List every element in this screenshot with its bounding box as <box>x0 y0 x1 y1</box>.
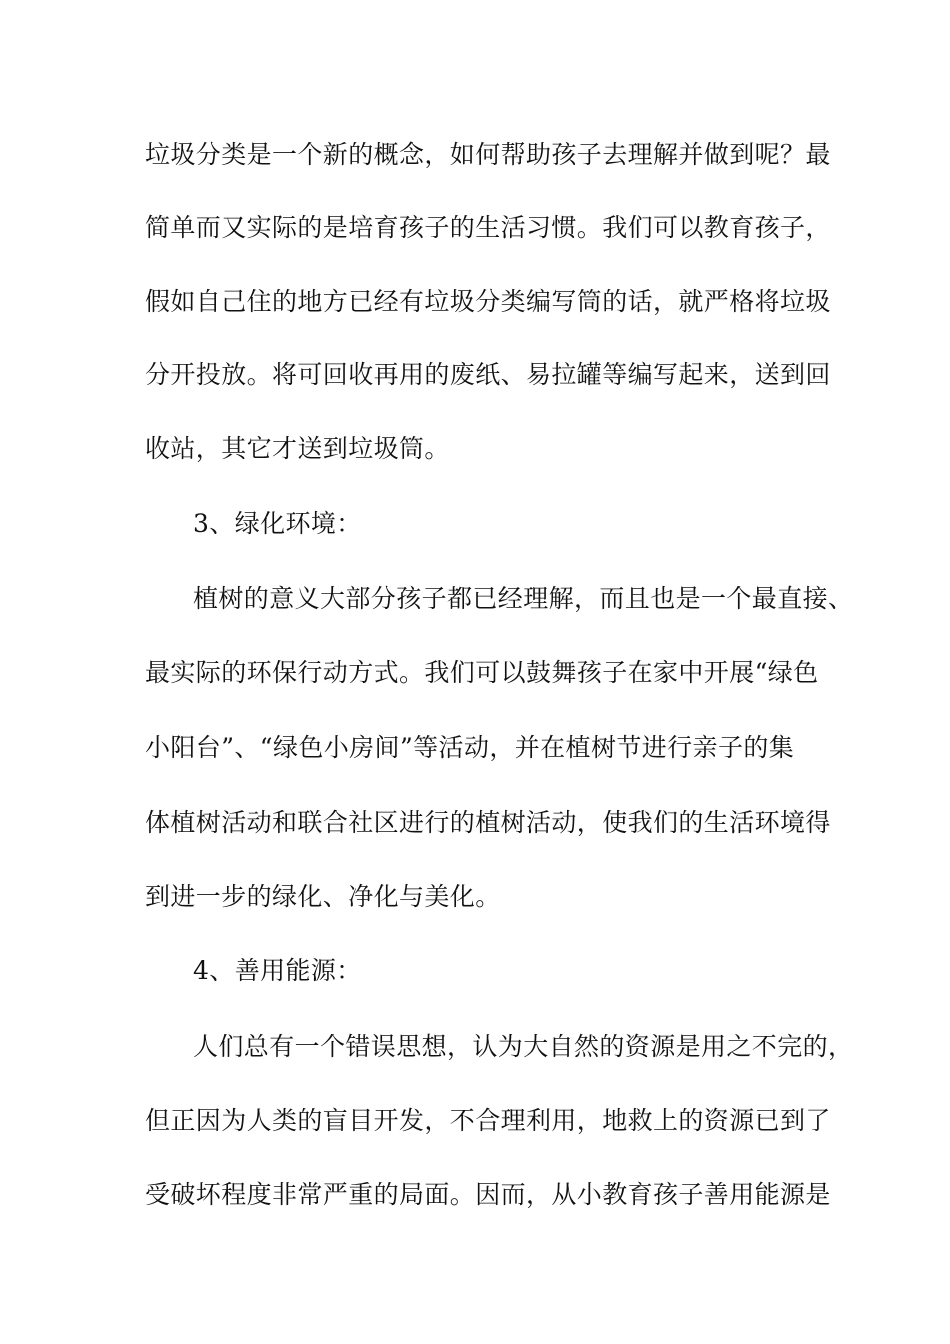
section-heading: 3、绿化环境： <box>193 509 362 538</box>
section-heading: 4、善用能源： <box>193 956 362 985</box>
paragraph-line: 但正因为人类的盲目开发，不合理利用，地救上的资源已到了 <box>145 1106 831 1135</box>
paragraph-line: 假如自己住的地方已经有垃圾分类编写筒的话，就严格将垃圾 <box>145 287 831 316</box>
paragraph-line: 简单而又实际的是培育孩子的生活习惯。我们可以教育孩子， <box>145 213 831 242</box>
paragraph-line: 植树的意义大部分孩子都已经理解，而且也是一个最直接、 <box>193 584 854 613</box>
paragraph-line: 人们总有一个错误思想，认为大自然的资源是用之不完的， <box>193 1032 854 1061</box>
paragraph-line: 分开投放。将可回收再用的废纸、易拉罐等编写起来，送到回 <box>145 360 831 389</box>
paragraph-line: 受破坏程度非常严重的局面。因而，从小教育孩子善用能源是 <box>145 1180 831 1209</box>
paragraph-line: 小阳台”、“绿色小房间”等活动，并在植树节进行亲子的集 <box>145 733 795 762</box>
paragraph-line: 到进一步的绿化、净化与美化。 <box>145 882 501 911</box>
paragraph-line: 体植树活动和联合社区进行的植树活动，使我们的生活环境得 <box>145 808 831 837</box>
paragraph-line: 最实际的环保行动方式。我们可以鼓舞孩子在家中开展“绿色 <box>145 658 819 687</box>
paragraph-line: 收站，其它才送到垃圾筒。 <box>145 434 450 463</box>
paragraph-line: 垃圾分类是一个新的概念，如何帮助孩子去理解并做到呢？最 <box>145 140 831 169</box>
